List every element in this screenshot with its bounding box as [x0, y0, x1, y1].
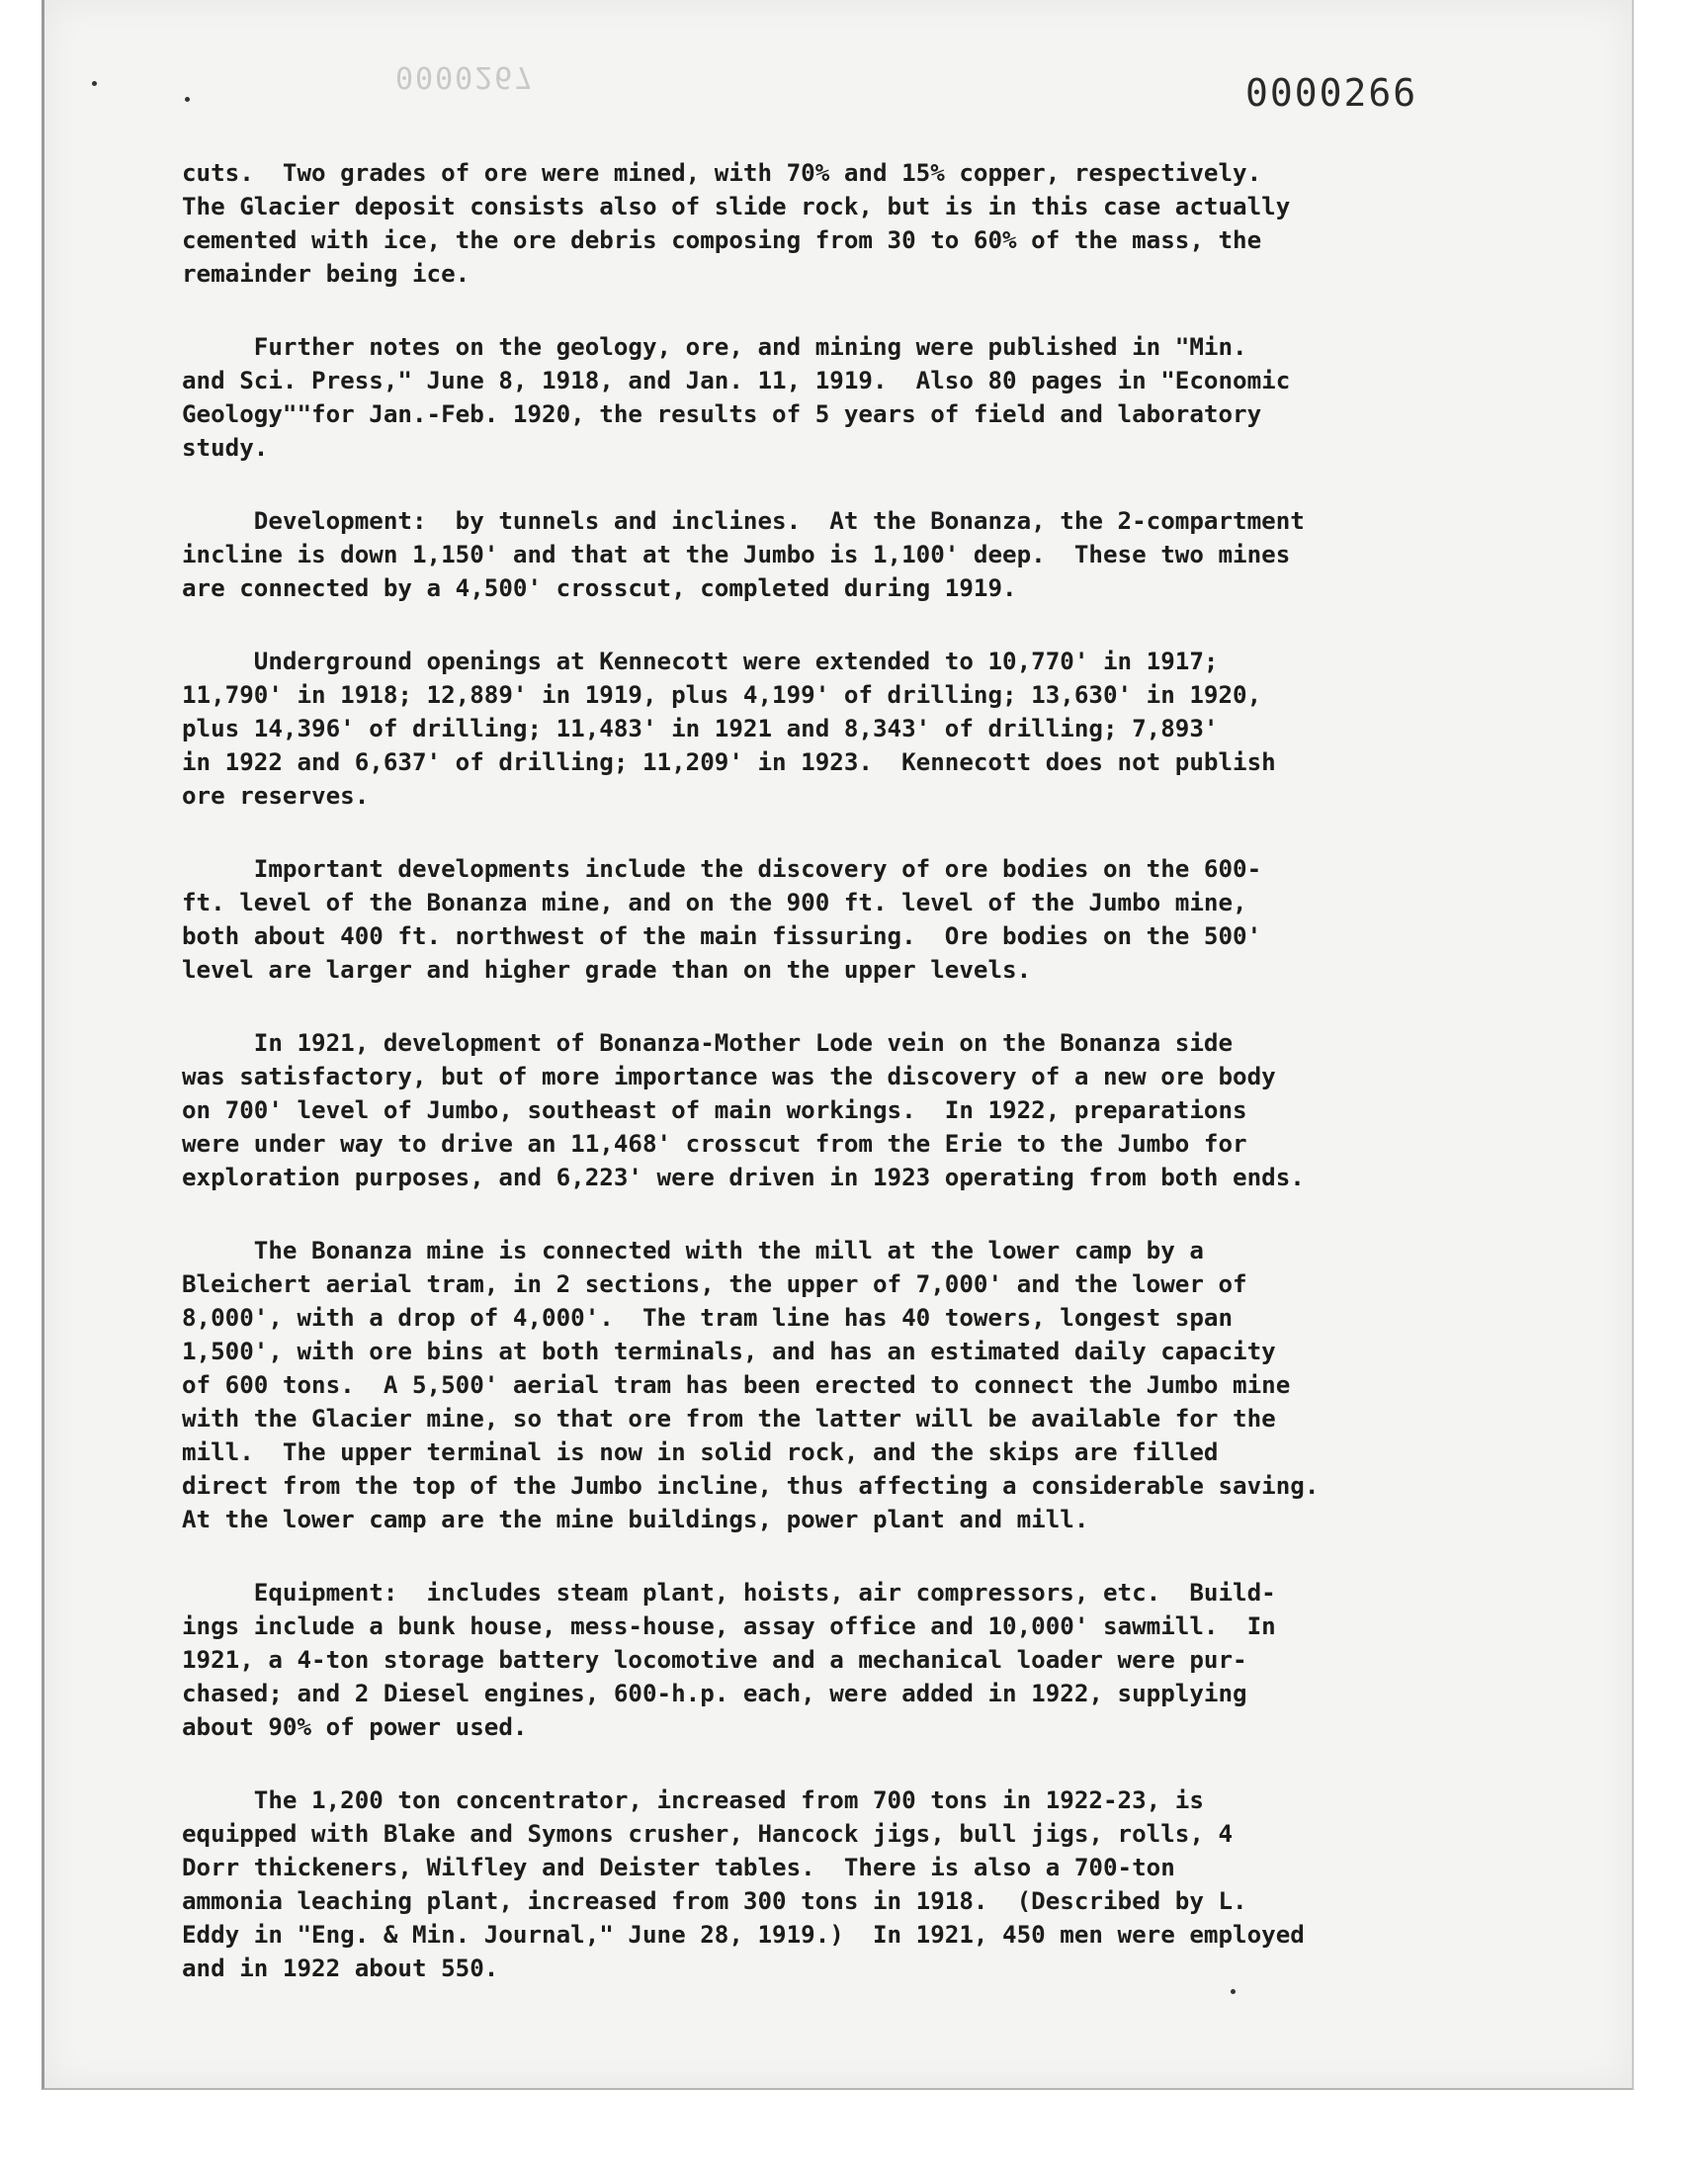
text-line: Eddy in "Eng. & Min. Journal," June 28, 1919.) In 1921, 450 men were employed: [182, 1921, 1305, 1949]
text-line: equipped with Blake and Symons crusher, Hancock jigs, bull jigs, rolls, 4: [182, 1820, 1234, 1848]
paragraph-ore-grades: [182, 156, 1477, 291]
text-line: cuts. Two grades of ore were mined, with 70% and 15% copper, respectively.: [182, 159, 1262, 187]
paragraph-underground-openings: [182, 645, 1477, 813]
text-line: Geology""for Jan.-Feb. 1920, the results of 5 years of field and laboratory: [182, 400, 1262, 428]
text-line: cemented with ice, the ore debris composing from 30 to 60% of the mass, the: [182, 226, 1262, 254]
text-line: incline is down 1,150' and that at the Jumbo is 1,100' deep. These two mines: [182, 541, 1291, 568]
text-line: chased; and 2 Diesel engines, 600-h.p. each, were added in 1922, supplying: [182, 1680, 1247, 1707]
text-line: ore reserves.: [182, 782, 370, 810]
text-line: 1921, a 4-ton storage battery locomotive and a mechanical loader were pur-: [182, 1646, 1247, 1674]
text-line: level are larger and higher grade than on the upper levels.: [182, 956, 1032, 984]
text-line: Dorr thickeners, Wilfley and Deister tables. There is also a 700-ton: [182, 1854, 1175, 1881]
text-line: Underground openings at Kennecott were extended to 10,770' in 1917;: [182, 648, 1219, 675]
text-line: were under way to drive an 11,468' crosscut from the Erie to the Jumbo for: [182, 1130, 1247, 1158]
text-line: Important developments include the discovery of ore bodies on the 600-: [182, 855, 1262, 883]
text-line: plus 14,396' of drilling; 11,483' in 1921 and 8,343' of drilling; 7,893': [182, 715, 1219, 742]
text-line: ammonia leaching plant, increased from 300 tons in 1918. (Described by L.: [182, 1887, 1247, 1915]
text-line: exploration purposes, and 6,223' were driven in 1923 operating from both ends.: [182, 1164, 1305, 1191]
text-line: study.: [182, 434, 269, 462]
text-line: The Glacier deposit consists also of slide rock, but is in this case actually: [182, 193, 1291, 220]
text-line: 8,000', with a drop of 4,000'. The tram line has 40 towers, longest span: [182, 1304, 1234, 1332]
text-line: ft. level of the Bonanza mine, and on the 900 ft. level of the Jumbo mine,: [182, 889, 1247, 916]
text-line: 1,500', with ore bins at both terminals, and has an estimated daily capacity: [182, 1338, 1276, 1365]
paragraph-development: [182, 504, 1477, 605]
paragraph-further-notes: [182, 330, 1477, 465]
text-line: Bleichert aerial tram, in 2 sections, the upper of 7,000' and the lower of: [182, 1270, 1247, 1298]
speck-mark: [92, 81, 97, 86]
text-line: on 700' level of Jumbo, southeast of main workings. In 1922, preparations: [182, 1096, 1247, 1124]
text-line: with the Glacier mine, so that ore from the latter will be available for the: [182, 1405, 1276, 1433]
text-line: mill. The upper terminal is now in solid rock, and the skips are filled: [182, 1438, 1219, 1466]
text-line: and in 1922 about 550.: [182, 1955, 499, 1982]
text-line: direct from the top of the Jumbo incline, thus affecting a considerable saving.: [182, 1472, 1320, 1500]
speck-mark: [185, 97, 190, 102]
text-line: ings include a bunk house, mess-house, assay office and 10,000' sawmill. In: [182, 1612, 1276, 1640]
text-line: about 90% of power used.: [182, 1713, 528, 1741]
text-line: Equipment: includes steam plant, hoists, air compressors, etc. Build-: [182, 1579, 1276, 1607]
paragraph-important-developments: [182, 852, 1477, 987]
text-line: are connected by a 4,500' crosscut, completed during 1919.: [182, 574, 1017, 602]
text-line: in 1922 and 6,637' of drilling; 11,209' in 1923. Kennecott does not publish: [182, 748, 1276, 776]
text-line: In 1921, development of Bonanza-Mother Lode vein on the Bonanza side: [182, 1029, 1234, 1057]
text-line: At the lower camp are the mine buildings, power plant and mill.: [182, 1506, 1089, 1533]
text-line: The Bonanza mine is connected with the mill at the lower camp by a: [182, 1237, 1204, 1264]
bleed-through-page-number: 0000267: [395, 59, 535, 94]
text-line: 11,790' in 1918; 12,889' in 1919, plus 4,199' of drilling; 13,630' in 1920,: [182, 681, 1262, 709]
text-line: was satisfactory, but of more importance was the discovery of a new ore body: [182, 1063, 1276, 1090]
text-line: both about 400 ft. northwest of the main fissuring. Ore bodies on the 500': [182, 922, 1262, 950]
page-number-stamp: 0000266: [1245, 71, 1418, 115]
text-line: and Sci. Press," June 8, 1918, and Jan. 11, 1919. Also 80 pages in "Economic: [182, 367, 1291, 394]
paragraph-1921-development: [182, 1026, 1477, 1194]
paragraph-equipment: [182, 1576, 1477, 1744]
text-line: of 600 tons. A 5,500' aerial tram has been erected to connect the Jumbo mine: [182, 1371, 1291, 1399]
text-line: remainder being ice.: [182, 260, 470, 288]
paragraph-concentrator: [182, 1784, 1477, 1985]
text-line: Further notes on the geology, ore, and mining were published in "Min.: [182, 333, 1247, 361]
text-line: Development: by tunnels and inclines. At the Bonanza, the 2-compartment: [182, 507, 1305, 535]
text-line: The 1,200 ton concentrator, increased from 700 tons in 1922-23, is: [182, 1786, 1204, 1814]
paragraph-aerial-tram: [182, 1234, 1477, 1536]
document-body: [182, 156, 1477, 2025]
